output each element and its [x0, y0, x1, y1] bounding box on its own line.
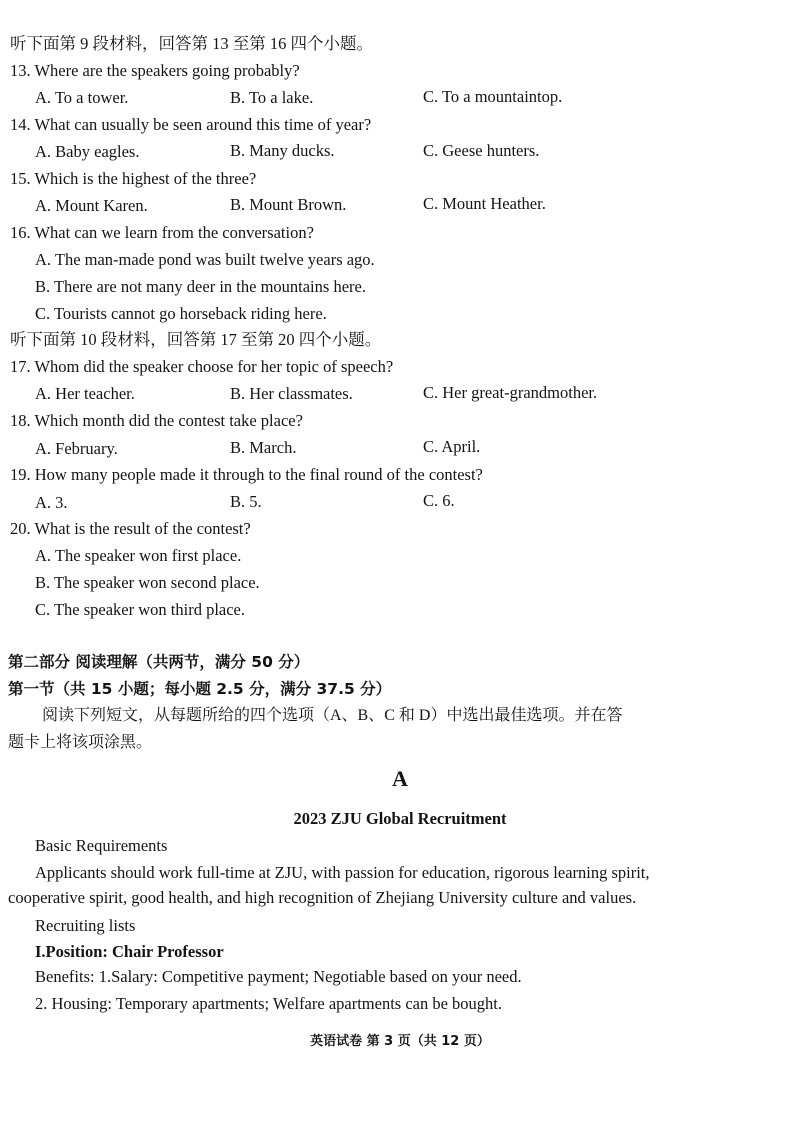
q20-option-a: A. The speaker won first place.: [35, 546, 242, 565]
passage-letter: A: [392, 766, 408, 791]
q15-option-a: A. Mount Karen.: [35, 196, 148, 215]
q16-option-b: B. There are not many deer in the mountains here.: [35, 277, 366, 296]
benefits-line1: Benefits: 1.Salary: Competitive payment; Negotiable based on your need.: [35, 967, 522, 986]
question-20: 20. What is the result of the contest?: [10, 519, 251, 538]
part2-heading: 第二部分 阅读理解（共两节，满分 50 分）: [8, 653, 310, 671]
q20-option-c: C. The speaker won third place.: [35, 600, 246, 619]
question-18: 18. Which month did the contest take place?: [10, 411, 303, 430]
q15-option-c: C. Mount Heather.: [423, 194, 546, 213]
q16-option-a: A. The man-made pond was built twelve years ago.: [35, 250, 375, 269]
q19-option-a: A. 3.: [35, 493, 68, 512]
section9-intro: 听下面第 9 段材料，回答第 13 至第 16 四个小题。: [10, 34, 373, 53]
passage-title: 2023 ZJU Global Recruitment: [293, 809, 507, 828]
question-13: 13. Where are the speakers going probably?: [10, 61, 300, 80]
q16-option-c: C. Tourists cannot go horseback riding here.: [35, 304, 327, 323]
q18-option-a: A. February.: [35, 439, 118, 458]
position-heading: I.Position: Chair Professor: [35, 942, 224, 961]
question-16: 16. What can we learn from the conversation?: [10, 223, 314, 242]
question-14: 14. What can usually be seen around this time of year?: [10, 115, 372, 134]
q17-option-b: B. Her classmates.: [230, 384, 353, 403]
q13-option-a: A. To a tower.: [35, 88, 129, 107]
q13-option-b: B. To a lake.: [230, 88, 314, 107]
question-19: 19. How many people made it through to the final round of the contest?: [10, 465, 483, 484]
q14-option-b: B. Many ducks.: [230, 141, 335, 160]
basic-requirements-label: Basic Requirements: [35, 836, 168, 855]
question-15: 15. Which is the highest of the three?: [10, 169, 257, 188]
q19-option-c: C. 6.: [423, 491, 455, 510]
q14-option-c: C. Geese hunters.: [423, 141, 540, 160]
q18-option-c: C. April.: [423, 437, 481, 456]
q20-option-b: B. The speaker won second place.: [35, 573, 260, 592]
q15-option-b: B. Mount Brown.: [230, 195, 347, 214]
q17-option-a: A. Her teacher.: [35, 384, 135, 403]
question-17: 17. Whom did the speaker choose for her topic of speech?: [10, 357, 394, 376]
requirements-line2: cooperative spirit, good health, and high recognition of Zhejiang University culture and values.: [8, 888, 637, 907]
q19-option-b: B. 5.: [230, 492, 262, 511]
q17-option-c: C. Her great-grandmother.: [423, 383, 598, 402]
page-footer: 英语试卷 第 3 页（共 12 页）: [310, 1034, 490, 1049]
requirements-line1: Applicants should work full-time at ZJU, with passion for education, rigorous learning spirit,: [35, 863, 650, 882]
benefits-line2: 2. Housing: Temporary apartments; Welfare apartments can be bought.: [35, 994, 503, 1013]
q13-option-c: C. To a mountaintop.: [423, 87, 563, 106]
part2-section1-heading: 第一节（共 15 小题；每小题 2.5 分，满分 37.5 分）: [8, 680, 392, 698]
instructions-line2: 题卡上将该项涂黑。: [8, 734, 153, 751]
instructions-line1: 阅读下列短文，从每题所给的四个选项（A、B、C 和 D）中选出最佳选项。并在答: [42, 707, 623, 724]
q14-option-a: A. Baby eagles.: [35, 142, 140, 161]
recruiting-lists-label: Recruiting lists: [35, 916, 136, 935]
q18-option-b: B. March.: [230, 438, 297, 457]
section10-intro: 听下面第 10 段材料，回答第 17 至第 20 四个小题。: [10, 330, 382, 349]
